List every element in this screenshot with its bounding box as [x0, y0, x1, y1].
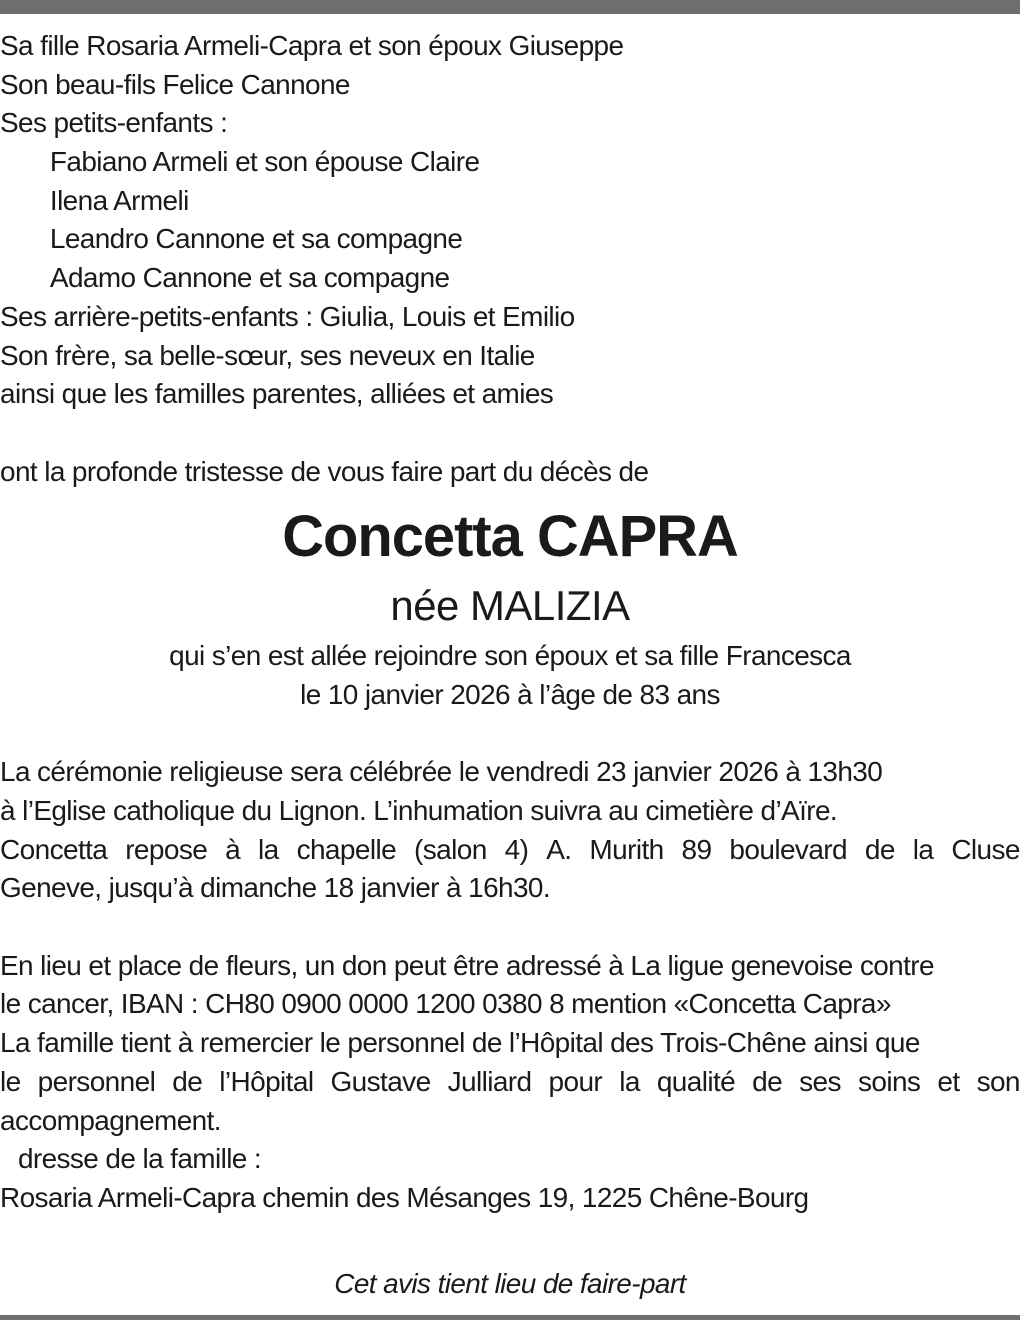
deceased-detail: qui s’en est allée rejoindre son époux et sa fille Francesca — [169, 640, 851, 672]
word: repose — [125, 833, 208, 865]
word: à — [225, 833, 241, 865]
word: soins — [857, 1065, 921, 1097]
thanks-line: accompagnement. — [0, 1104, 221, 1136]
word: boulevard — [729, 833, 847, 865]
word: son — [976, 1065, 1020, 1097]
word: Cluse — [951, 833, 1020, 865]
word: l’Hôpital — [219, 1065, 314, 1097]
closing-note: Cet avis tient lieu de faire-part — [334, 1268, 686, 1299]
family-line: Ses arrière-petits-enfants : Giulia, Louis et Emilio — [0, 300, 575, 332]
ceremony-line: à l’Eglise catholique du Lignon. L’inhumation suivra au cimetière d’Aïre. — [0, 795, 838, 826]
word: Julliard — [447, 1065, 532, 1097]
grandchild-entry: Adamo Cannone et sa compagne — [49, 262, 450, 294]
word: pour — [548, 1065, 603, 1097]
announcement-text: ont la profonde tristesse de vous faire part du décès de — [0, 455, 649, 487]
thanks-line: La famille tient à remercier le personnel de l’Hôpital des Trois-Chêne ainsi que — [0, 1027, 920, 1059]
grandchild-entry: Leandro Cannone et sa compagne — [49, 223, 463, 255]
top-border — [0, 0, 1020, 14]
ceremony-line-justified — [0, 831, 1020, 870]
word: qualité — [656, 1065, 736, 1097]
word: Concetta — [0, 833, 108, 865]
deceased-detail: le 10 janvier 2026 à l’âge de 83 ans — [300, 678, 720, 710]
family-line: Sa fille Rosaria Armeli-Capra et son époux Giuseppe — [0, 30, 624, 61]
ceremony-line: La cérémonie religieuse sera célébrée le vendredi 23 janvier 2026 à 13h30 — [0, 756, 883, 788]
word: de — [752, 1065, 783, 1097]
spacer — [0, 414, 1020, 453]
maiden-name: née MALIZIA — [390, 582, 630, 630]
word: personnel — [37, 1065, 156, 1097]
address-label: dresse de la famille : — [17, 1143, 262, 1175]
word: la — [619, 1065, 640, 1097]
word: et — [937, 1065, 960, 1097]
address-value: Rosaria Armeli-Capra chemin des Mésanges 19, 1225 Chêne-Bourg — [0, 1181, 809, 1213]
spacer — [0, 908, 1020, 947]
spacer — [0, 715, 1020, 754]
donation-line: En lieu et place de fleurs, un don peut être adressé à La ligue genevoise contre — [0, 949, 934, 981]
word: A. — [546, 833, 572, 865]
obituary-notice — [0, 27, 1020, 1218]
word: de — [864, 833, 895, 865]
family-line: ainsi que les familles parentes, alliées et amies — [0, 378, 554, 410]
word: 4) — [504, 833, 529, 865]
donation-line: le cancer, IBAN : CH80 0900 0000 1200 0380 8 mention «Concetta Capra» — [0, 988, 891, 1020]
family-line: Son frère, sa belle-sœur, ses neveux en Italie — [0, 339, 535, 371]
grandchild-entry: Fabiano Armeli et son épouse Claire — [49, 146, 480, 178]
word: la — [258, 833, 279, 865]
word: Gustave — [330, 1065, 431, 1097]
word: la — [912, 833, 934, 865]
word: Murith — [589, 833, 664, 865]
ceremony-line: Geneve, jusqu’à dimanche 18 janvier à 16h30. — [0, 872, 551, 904]
grandchild-entry: Ilena Armeli — [49, 184, 189, 216]
thanks-line-justified — [0, 1063, 1020, 1102]
word: le — [0, 1065, 21, 1097]
bottom-border — [0, 1315, 1020, 1320]
family-line: Ses petits-enfants : — [0, 107, 228, 139]
word: de — [172, 1065, 203, 1097]
family-line: Son beau-fils Felice Cannone — [0, 68, 350, 100]
word: chapelle — [296, 833, 397, 865]
word: 89 — [681, 833, 712, 865]
word: (salon — [414, 833, 487, 865]
word: ses — [799, 1065, 841, 1097]
deceased-name: Concetta CAPRA — [282, 504, 738, 570]
